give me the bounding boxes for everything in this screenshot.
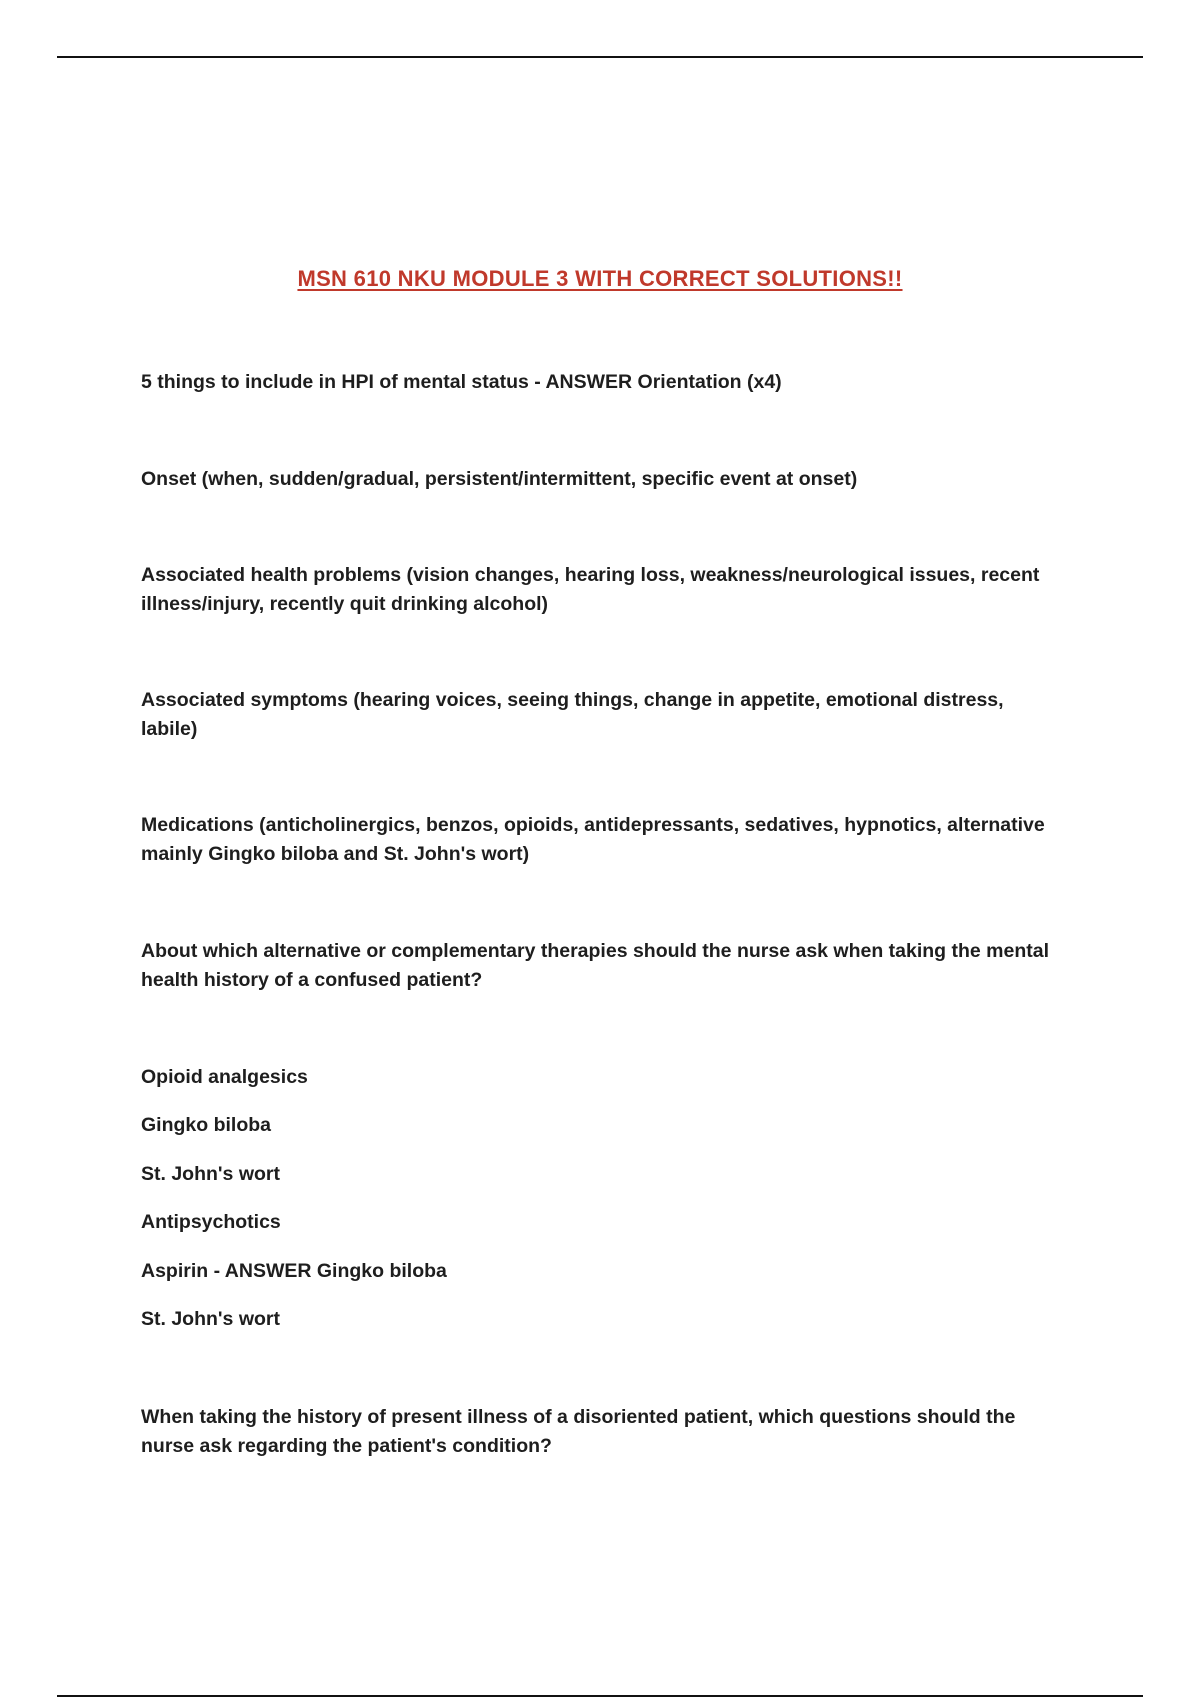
question-alternative-therapies: About which alternative or complementary therapies should the nurse ask when taking the mental health history of a confused patient? — [141, 940, 1050, 991]
bottom-rule — [57, 1695, 1143, 1697]
option-aspirin-answer: Aspirin - ANSWER Gingko biloba — [141, 1260, 447, 1282]
answer-st-johns-wort: St. John's wort — [141, 1308, 280, 1330]
paragraph-associated-symptoms: Associated symptoms (hearing voices, seeing things, change in appetite, emotional distress, labile) — [141, 689, 1004, 740]
option-opioid-analgesics: Opioid analgesics — [141, 1066, 308, 1088]
paragraph-associated-health-problems: Associated health problems (vision changes, hearing loss, weakness/neurological issues, recent illness/injury, recently quit drinking alcohol) — [141, 564, 1040, 615]
option-antipsychotics: Antipsychotics — [141, 1211, 281, 1233]
paragraph-medications: Medications (anticholinergics, benzos, opioids, antidepressants, sedatives, hypnotics, alternative mainly Gingko biloba and St. John's wort) — [141, 814, 1045, 865]
paragraph-hpi-mental-status: 5 things to include in HPI of mental status - ANSWER Orientation (x4) — [141, 371, 782, 393]
question-disoriented-patient: When taking the history of present illness of a disoriented patient, which questions should the nurse ask regarding the patient's condition? — [141, 1406, 1016, 1457]
document-title: MSN 610 NKU MODULE 3 WITH CORRECT SOLUTIONS!! — [297, 266, 903, 291]
paragraph-onset: Onset (when, sudden/gradual, persistent/intermittent, specific event at onset) — [141, 468, 858, 490]
option-st-johns-wort: St. John's wort — [141, 1163, 280, 1185]
option-gingko-biloba: Gingko biloba — [141, 1114, 271, 1136]
top-rule — [57, 56, 1143, 58]
